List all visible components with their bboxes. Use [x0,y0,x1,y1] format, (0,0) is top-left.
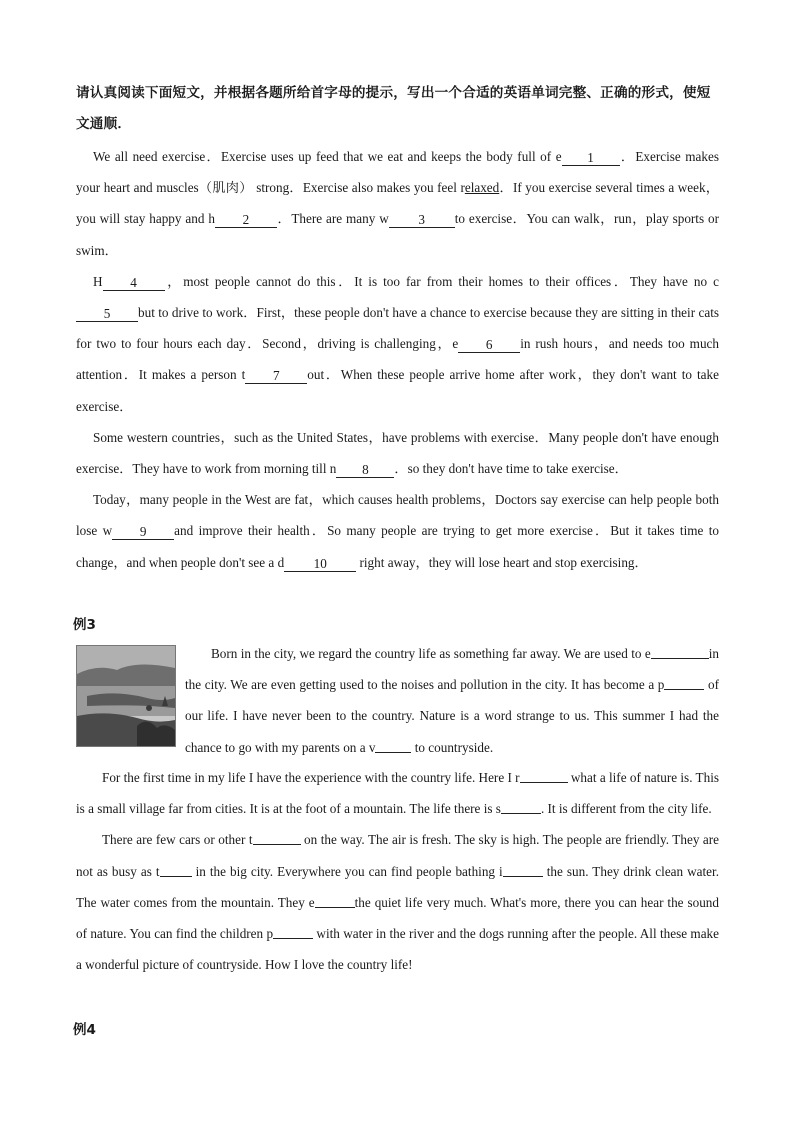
blank-r[interactable] [520,767,568,783]
blank-p[interactable] [664,674,704,690]
blank-s[interactable] [501,798,541,814]
blank-8[interactable]: 8 [336,462,394,478]
example3-paragraph-2: For the first time in my life I have the experience with the country life. Here I r what a life of nature is. This is a small village far from cities. It is at the foot of a mountain. The life there is s . It is different from the city life. [76,762,719,824]
blank-2[interactable]: 2 [215,212,277,228]
blank-p2[interactable] [273,923,313,939]
lake-landscape-photo [76,645,176,747]
blank-4[interactable]: 4 [103,275,165,291]
example3-paragraph-1: Born in the city, we regard the country life as something far away. We are used to e in the city. We are even getting used to the noises and pollution in the city. It has become a p of our life. I have never been to the country. Nature is a word strange to us. This summer I had the chance to go with my parents on a v to countryside. [185,638,719,763]
blank-6[interactable]: 6 [458,337,520,353]
example-3-label: 例3 [73,617,96,633]
blank-i[interactable] [503,861,543,877]
blank-t2[interactable] [160,861,192,877]
blank-9[interactable]: 9 [112,524,174,540]
blank-v[interactable] [375,737,411,753]
blank-e[interactable] [651,643,709,659]
blank-e2[interactable] [315,892,355,908]
example-3 [76,638,719,980]
lake-landscape-icon [77,646,175,746]
passage1-paragraph-2: H 4 ，most people cannot do this．It is too far from their homes to their offices．They have no c5 but to drive to work．First，these people don't have a chance to exercise because they are sitting in their cats for two to four hours each day．Second，driving is challenging，e 6 in rush hours，and needs too much attention．It makes a person t 7 out．When these people arrive home after work，they don't want to take exercise． [76,273,719,414]
instruction-text: 请认真阅读下面短文，并根据各题所给首字母的提示，写出一个合适的英语单词完整、正确的形式，使短文通顺． [76,85,711,132]
passage1-paragraph-3: Some western countries，such as the United States，have problems with exercise．Many people don't have enough exercise．They have to work from morning till n 8 ．so they don't have time to take exercise． [76,429,719,478]
blank-7[interactable]: 7 [245,368,307,384]
example-4-label: 例4 [73,1022,96,1038]
passage1-paragraph-1: We all need exercise．Exercise uses up feed that we eat and keeps the body full of e 1 ．Exercise makes your heart and muscles（肌肉） strong．Exercise also makes you feel relaxed．If you exercise several times a week，you will stay happy and h 2 ．There are many w 3 to exercise．You can walk，run，play sports or swim． [76,149,719,258]
passage-1 [76,78,719,578]
blank-t[interactable] [253,829,301,845]
example3-paragraph-3: There are few cars or other t on the way. The air is fresh. The sky is high. The people are friendly. They are not as busy as t in the big city. Everywhere you can find people bathing i the sun. They drink clean water. The water comes from the mountain. They e the quiet life very much. What's more, there you can hear the sound of nature. You can find the children p with water in the river and the dogs running after the people. All these make a wonderful picture of countryside. How I love the country life! [76,824,719,980]
passage1-paragraph-4: Today，many people in the West are fat，which causes health problems，Doctors say exercise can help people both lose w 9 and improve their health．So many people are trying to get more exercise．But it takes time to change，and when people don't see a d 10 right away，they will lose heart and stop exercising． [76,492,719,571]
blank-5[interactable]: 5 [76,306,138,322]
blank-1[interactable]: 1 [562,150,620,166]
blank-3[interactable]: 3 [389,212,455,228]
given-answer: elaxed [464,180,500,196]
blank-10[interactable]: 10 [284,556,356,572]
